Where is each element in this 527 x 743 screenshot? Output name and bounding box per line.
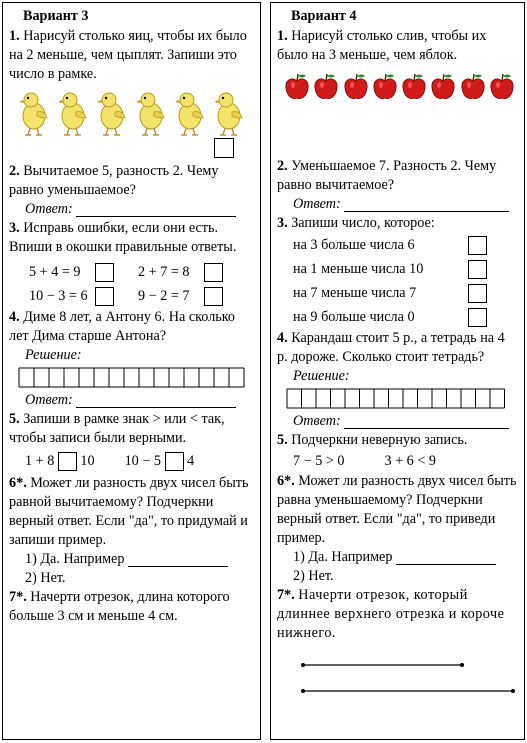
solution-label: Решение: — [293, 368, 350, 384]
answer-line[interactable] — [344, 198, 509, 212]
example-line[interactable] — [396, 551, 496, 565]
apple-icon — [285, 73, 309, 107]
answer-row: Ответ: — [277, 195, 518, 214]
task-2: 2. Вычитаемое 5, разность 2. Чему равно уменьшаемое? — [9, 163, 219, 198]
apple-icon — [344, 73, 368, 107]
number-clue: на 1 меньше числа 10 — [293, 260, 424, 277]
equation: 2 + 7 = 8 — [138, 263, 190, 280]
chick-icon — [134, 88, 168, 138]
answer-box[interactable] — [95, 287, 114, 306]
inequality[interactable]: 3 + 6 < 9 — [384, 452, 436, 469]
chick-icon — [56, 88, 90, 138]
chick-icon — [95, 88, 129, 138]
task-4: 4. Диме 8 лет, а Антону 6. На сколько лет Дима старше Антона? — [9, 309, 236, 344]
reference-segments — [277, 649, 517, 709]
variant-title: Вариант 4 — [291, 8, 357, 24]
chick-icon — [173, 88, 207, 138]
apple-row — [277, 65, 518, 107]
option-yes[interactable]: 1) Да. Например — [277, 548, 518, 567]
answer-line[interactable] — [76, 203, 236, 217]
lower-segment — [301, 689, 515, 693]
answer-row: Ответ: — [9, 200, 254, 219]
answer-row: Ответ: — [9, 391, 254, 410]
answer-box[interactable] — [468, 236, 487, 255]
task-5: 5. Запиши в рамке знак > или < так, чтобы записи были верными. — [9, 411, 225, 446]
chick-icon — [17, 88, 51, 138]
equation: 5 + 4 = 9 — [29, 263, 81, 280]
equation: 10 − 3 = 6 — [29, 287, 88, 304]
answer-box[interactable] — [204, 263, 223, 282]
comparison-right: 10 — [80, 452, 95, 469]
answer-box[interactable] — [214, 138, 234, 158]
task-7: 7*. Начерти отрезок, длина которого больше 3 см и меньше 4 см. — [9, 589, 230, 624]
apple-icon — [314, 73, 338, 107]
task-7: 7*. Начерти отрезок, который длиннее верхнего отрезка и короче нижнего. — [277, 587, 505, 641]
task-6: 6*. Может ли разность двух чисел быть равной вычитаемому? Подчеркни верный ответ. Если "да", то придумай и запиши пример. — [9, 475, 249, 548]
answer-box[interactable] — [204, 287, 223, 306]
answer-box[interactable] — [468, 308, 487, 327]
answer-row: Ответ: — [277, 412, 518, 431]
chick-icon — [212, 88, 246, 138]
answer-box[interactable] — [468, 260, 487, 279]
solution-label: Решение: — [25, 347, 82, 363]
apple-icon — [373, 73, 397, 107]
task-3: 3. Исправь ошибки, если они есть. Впиши в окошки правильные ответы. — [9, 220, 237, 255]
answer-box[interactable] — [468, 284, 487, 303]
apple-icon — [461, 73, 485, 107]
variant-title: Вариант 3 — [23, 8, 89, 24]
answer-line[interactable] — [76, 394, 236, 408]
variant-4-column — [270, 2, 525, 740]
apple-icon — [431, 73, 455, 107]
task-6: 6*. Может ли разность двух чисел быть равна уменьшаемому? Подчеркни верный ответ. Если "да", то приведи пример. — [277, 473, 517, 546]
sign-box[interactable] — [165, 452, 184, 471]
upper-segment — [301, 663, 464, 667]
task-2: 2. Уменьшаемое 7. Разность 2. Чему равно вычитаемое? — [277, 158, 497, 193]
comparison-left: 10 − 5 — [124, 452, 161, 469]
number-clue: на 9 больше числа 0 — [293, 308, 415, 325]
drawing-area[interactable] — [277, 107, 518, 157]
solution-grid[interactable] — [9, 365, 249, 391]
example-line[interactable] — [128, 553, 228, 567]
apple-icon — [490, 73, 514, 107]
option-yes[interactable]: 1) Да. Например — [9, 550, 254, 569]
task-1: 1. Нарисуй столько слив, чтобы их было на 3 меньше, чем яблок. — [277, 28, 487, 63]
number-clue: на 7 меньше числа 7 — [293, 284, 417, 301]
task-3: 3. Запиши число, которое: — [277, 215, 435, 231]
answer-line[interactable] — [344, 415, 509, 429]
apple-icon — [402, 73, 426, 107]
task-1: 1. Нарисуй столько яиц, чтобы их было на 2 меньше, чем цыплят. Запиши это число в рамке. — [9, 28, 247, 82]
solution-grid[interactable] — [277, 386, 517, 412]
comparison-left: 1 + 8 — [25, 452, 55, 469]
sign-box[interactable] — [58, 452, 77, 471]
task-4: 4. Карандаш стоит 5 р., а тетрадь на 4 р. дороже. Сколько стоит тетрадь? — [277, 330, 505, 365]
inequality[interactable]: 7 − 5 > 0 — [293, 452, 345, 469]
number-clue: на 3 больше числа 6 — [293, 236, 415, 253]
option-no[interactable]: 2) Нет. — [25, 570, 66, 586]
comparison-right: 4 — [187, 452, 195, 469]
equation: 9 − 2 = 7 — [138, 287, 190, 304]
task-5: 5. Подчеркни неверную запись. — [277, 432, 468, 448]
answer-box[interactable] — [95, 263, 114, 282]
variant-3-column — [2, 2, 261, 740]
option-no[interactable]: 2) Нет. — [293, 568, 334, 584]
chick-row — [9, 84, 254, 138]
